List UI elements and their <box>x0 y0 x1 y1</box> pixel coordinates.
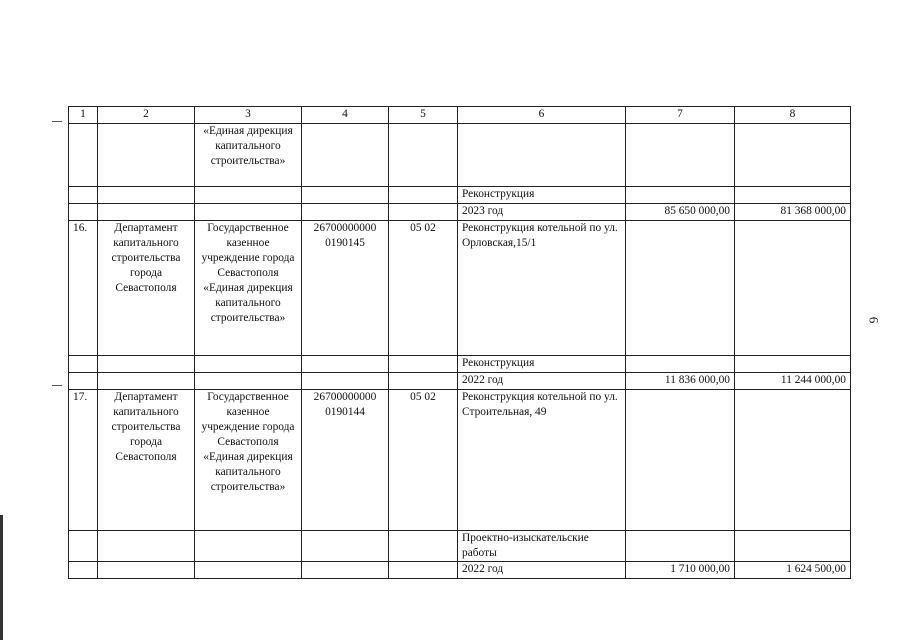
department-cell: Департамент капитального строительства города Севастополя <box>98 390 195 531</box>
table-row <box>69 373 851 390</box>
institution-cell: Государственное казенное учреждение города Севастополя «Единая дирекция капитального строительства» <box>195 390 302 531</box>
table-row <box>69 124 851 187</box>
object-cell: Реконструкция котельной по ул. Строительная, 49 <box>458 390 626 531</box>
institution-cell: «Единая дирекция капитального строительства» <box>195 124 302 187</box>
header-cell: 1 <box>69 107 98 124</box>
amount-cell: 11 836 000,00 <box>626 373 735 390</box>
amount-cell: 1 710 000,00 <box>626 562 735 579</box>
header-cell: 7 <box>626 107 735 124</box>
margin-tick <box>52 385 62 386</box>
amount-cell: 85 650 000,00 <box>626 204 735 221</box>
header-row <box>69 107 851 124</box>
header-cell: 3 <box>195 107 302 124</box>
work-type-cell: Реконструкция <box>458 356 626 373</box>
object-cell: Реконструкция котельной по ул. Орловская,15/1 <box>458 221 626 356</box>
row-number-cell: 17. <box>69 390 98 531</box>
amount-cell: 81 368 000,00 <box>735 204 851 221</box>
work-type-cell: Реконструкция <box>458 187 626 204</box>
page-number: 6 <box>866 316 882 324</box>
scan-edge-mark <box>0 515 3 640</box>
code-cell: 26700000000 0190145 <box>302 221 389 356</box>
table-row <box>69 390 851 531</box>
code-cell: 26700000000 0190144 <box>302 390 389 531</box>
header-cell: 6 <box>458 107 626 124</box>
budget-table <box>68 106 851 579</box>
year-cell: 2022 год <box>458 562 626 579</box>
section-cell: 05 02 <box>389 221 458 356</box>
header-cell: 2 <box>98 107 195 124</box>
table-row <box>69 356 851 373</box>
table-row <box>69 204 851 221</box>
year-cell: 2023 год <box>458 204 626 221</box>
header-cell: 4 <box>302 107 389 124</box>
header-cell: 8 <box>735 107 851 124</box>
row-number-cell: 16. <box>69 221 98 356</box>
department-cell: Департамент капитального строительства города Севастополя <box>98 221 195 356</box>
table-row <box>69 187 851 204</box>
table-row <box>69 531 851 562</box>
amount-cell: 11 244 000,00 <box>735 373 851 390</box>
margin-tick <box>52 121 62 122</box>
table-row <box>69 562 851 579</box>
year-cell: 2022 год <box>458 373 626 390</box>
table-row <box>69 221 851 356</box>
institution-cell: Государственное казенное учреждение города Севастополя «Единая дирекция капитального строительства» <box>195 221 302 356</box>
section-cell: 05 02 <box>389 390 458 531</box>
header-cell: 5 <box>389 107 458 124</box>
amount-cell: 1 624 500,00 <box>735 562 851 579</box>
work-type-cell: Проектно-изыскательские работы <box>458 531 626 562</box>
